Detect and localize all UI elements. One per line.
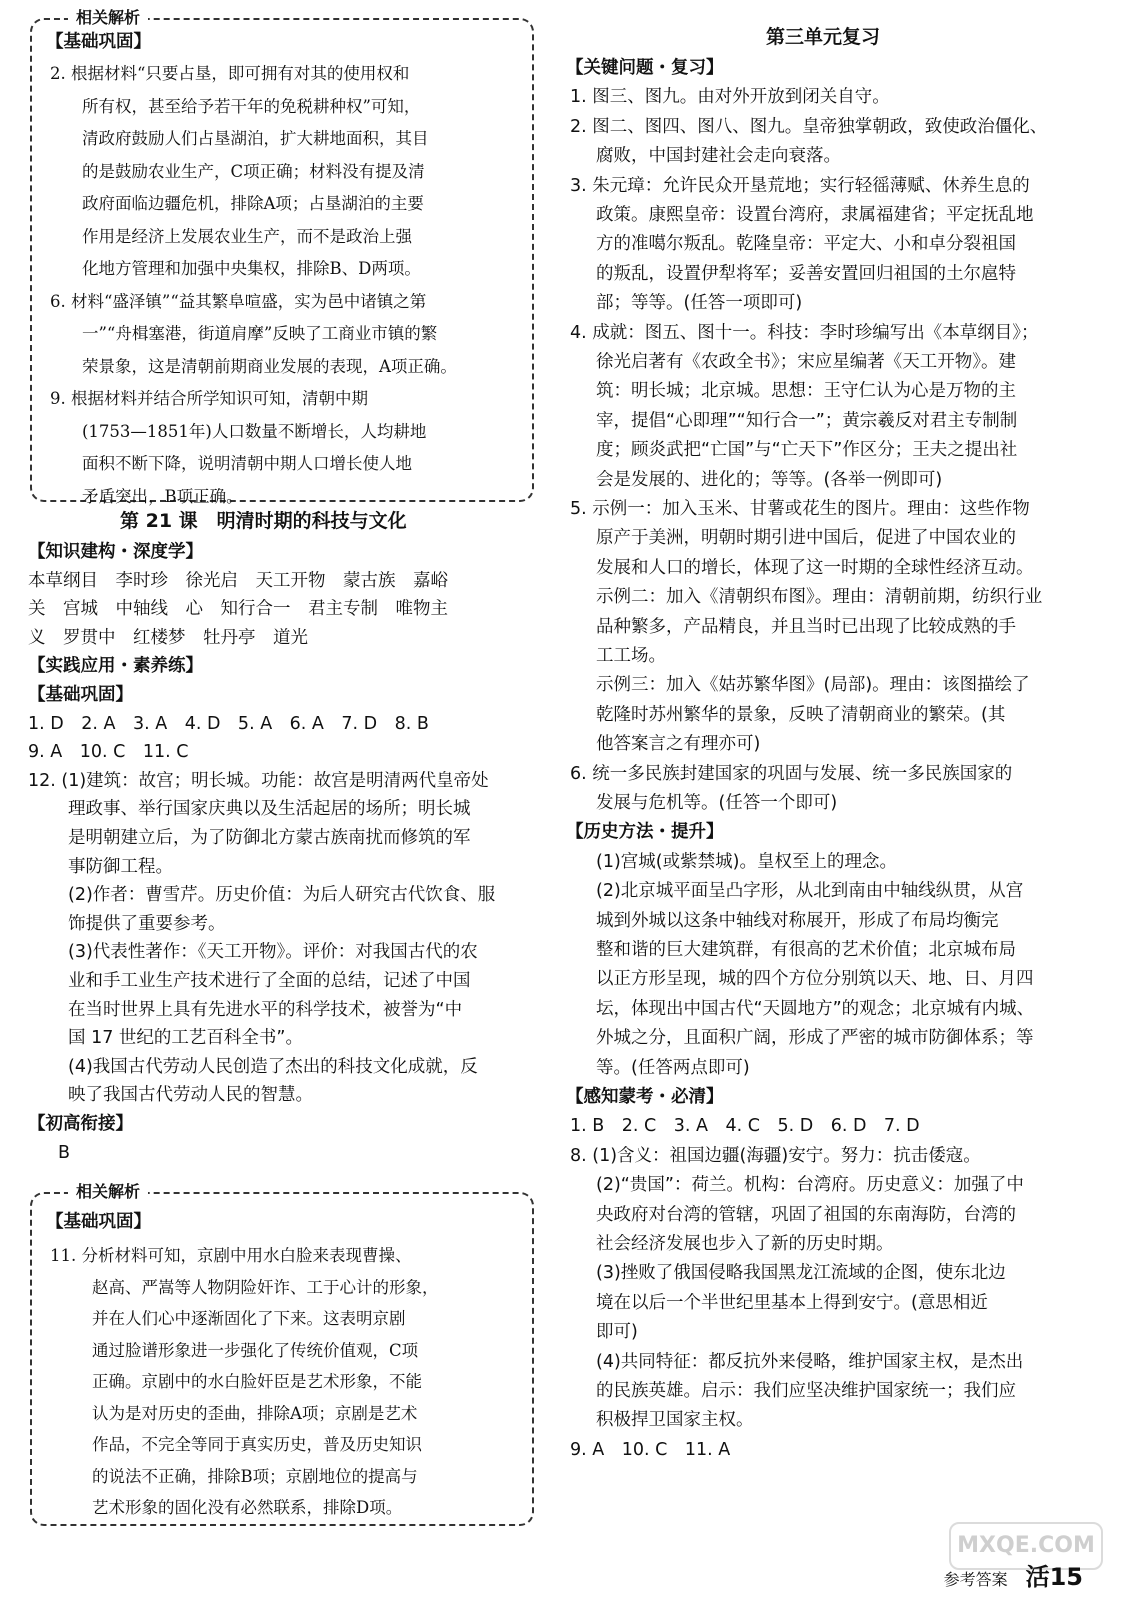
answer-line: 【初高衔接】 [28,1114,133,1134]
review-line: 社会经济发展也步入了新的历史时期。 [596,1234,894,1254]
review-line: 他答案言之有理亦可) [596,734,761,755]
analysis-line: 2. 根据材料“只要占垦，即可拥有对其的使用权和 [50,64,410,83]
review-line: 【感知蒙考・必清】 [566,1087,724,1107]
answer-line: (2)作者：曹雪芹。历史价值：为后人研究古代饮食、服 [68,885,496,906]
answer-line: 国 17 世纪的工艺百科全书”。 [68,1028,303,1049]
review-line: 等。(任答两点即可) [596,1057,750,1078]
review-line: 部；等等。(任答一项即可) [596,293,803,314]
review-line: (1)宫城(或紫禁城)。皇权至上的理念。 [596,851,897,872]
analysis-line: 所有权，甚至给予若干年的免税耕种权”可知， [82,96,421,116]
answer-line: (3)代表性著作：《天工开物》。评价：对我国古代的农 [68,942,478,963]
review-line: 徐光启著有《农政全书》；宋应星编著《天工开物》。建 [596,352,1016,372]
analysis-line: 11. 分析材料可知，京剧中用水白脸来表现曹操、 [50,1246,412,1265]
answer-line: 关 宫城 中轴线 心 知行合一 君主专制 唯物主 [28,599,448,620]
answer-line: 在当时世界上具有先进水平的科学技术，被誉为“中 [68,999,463,1020]
review-line: (2)“贵国”：荷兰。机构：台湾府。历史意义：加强了中 [596,1175,1024,1196]
review-line: 方的准噶尔叛乱。乾隆皇帝：平定大、小和卓分裂祖国 [596,234,1016,255]
lesson-title: 第 21 课 明清时期的科技与文化 [120,510,407,532]
review-line: 1. 图三、图九。由对外开放到闭关自守。 [570,87,890,108]
analysis-line: 政府面临边疆危机，排除A项；占垦湖泊的主要 [82,194,424,213]
answer-line: B [58,1142,71,1163]
review-line: 以正方形呈现，城的四个方位分别筑以天、地、日、月四 [596,969,1034,990]
review-line: 筑：明长城；北京城。思想：王守仁认为心是万物的主 [596,381,1016,402]
analysis-line: 作品，不完全等同于真实历史，普及历史知识 [92,1435,422,1454]
analysis-line: 9. 根据材料并结合所学知识可知，清朝中期 [50,389,368,408]
review-line: 坛，体现出中国古代“天圆地方”的观念；北京城有内城、 [596,998,1035,1019]
review-line: 1. B 2. C 3. A 4. C 5. D 6. D 7. D [570,1116,920,1137]
review-line: 品种繁多，产品精良，并且当时已出现了比较成熟的手 [596,616,1016,637]
review-line: 发展和人口的增长，体现了这一时期的全球性经济互动。 [596,557,1034,578]
review-line: 原产于美洲，明朝时期引进中国后，促进了中国农业的 [596,528,1016,549]
footer-label: 参考答案 [943,1570,1008,1589]
analysis-line: 面积不断下降，说明清朝中期人口增长使人地 [82,454,412,473]
analysis-line: 通过脸谱形象进一步强化了传统价值观，C项 [92,1340,419,1360]
page-number: 活15 [1025,1563,1083,1591]
review-line: 整和谐的巨大建筑群，有很高的艺术价值；北京城布局 [596,940,1016,960]
analysis-line: 矛盾突出，B项正确。 [82,486,243,506]
answer-line: 本草纲目 李时珍 徐光启 天工开物 蒙古族 嘉峪 [28,570,448,591]
review-line: 【历史方法・提升】 [566,822,724,843]
review-line: 发展与危机等。(任答一个即可) [596,793,838,813]
answer-line: 是明朝建立后，为了防御北方蒙古族南扰而修筑的军 [68,828,471,848]
review-line: 5. 示例一：加入玉米、甘薯或花生的图片。理由：这些作物 [570,499,1030,519]
review-line: 的叛乱，设置伊犁将军；妥善安置回归祖国的土尔扈特 [596,263,1016,284]
analysis-line: 并在人们心中逐渐固化了下来。这表明京剧 [92,1309,406,1328]
analysis-line: 一”“舟楫塞港，街道肩摩”反映了工商业市镇的繁 [82,324,438,343]
review-line: 度；顾炎武把“亡国”与“亡天下”作区分；王夫之提出社 [596,440,1018,461]
answer-line: 映了我国古代劳动人民的智慧。 [68,1085,313,1106]
review-line: 【关键问题・复习】 [566,58,724,78]
analysis-line: 正确。京剧中的水白脸奸臣是艺术形象，不能 [92,1372,422,1391]
review-line: 2. 图二、图四、图八、图九。皇帝独掌朝政，致使政治僵化、 [570,116,1048,137]
review-line: 会是发展的、进化的；等等。(各举一例即可) [596,469,943,490]
answer-line: 理政事、举行国家庆典以及生活起居的场所；明长城 [68,799,471,820]
analysis-line: 作用是经济上发展农业生产，而不是政治上强 [82,226,412,246]
review-line: 境在以后一个半世纪里基本上得到安宁。(意思相近 [596,1292,988,1313]
answer-line: 义 罗贯中 红楼梦 牡丹亭 道光 [28,627,308,648]
review-line: 政策。康熙皇帝：设置台湾府，隶属福建省；平定抚乱地 [596,205,1034,225]
analysis-line: 艺术形象的固化没有必然联系，排除D项。 [92,1498,403,1517]
answer-line: 【基础巩固】 [28,685,133,705]
analysis-line: 赵高、严嵩等人物阴险奸诈、工于心计的形象， [92,1277,439,1297]
review-line: 宰，提倡“心即理”“知行合一”；黄宗羲反对君主专制制 [596,410,1018,431]
analysis-line: 清政府鼓励人们占垦湖泊，扩大耕地面积，其目 [82,129,429,148]
answer-line: (4)我国古代劳动人民创造了杰出的科技文化成就，反 [68,1056,478,1077]
review-line: 乾隆时苏州繁华的景象，反映了清朝商业的繁荣。(其 [596,704,1006,725]
analysis-line: 的说法不正确，排除B项；京剧地位的提高与 [92,1466,418,1486]
review-line: 即可) [596,1322,638,1343]
answer-line: 12. (1)建筑：故宫；明长城。功能：故宫是明清两代皇帝处 [28,770,489,791]
answer-line: 事防御工程。 [68,856,173,877]
answer-line: 饰提供了重要参考。 [68,913,226,934]
analysis-line: 认为是对历史的歪曲，排除A项；京剧是艺术 [92,1403,418,1423]
review-line: 6. 统一多民族封建国家的巩固与发展、统一多民族国家的 [570,763,1013,784]
review-line: 城到外城以这条中轴线对称展开，形成了布局均衡完 [596,910,999,931]
analysis-box-bottom-label: 相关解析 [68,1182,148,1202]
answer-line: 【实践应用・素养练】 [28,656,203,677]
review-line: (4)共同特征：都反抗外来侵略，维护国家主权，是杰出 [596,1351,1024,1372]
analysis-box-top-label: 相关解析 [68,8,148,28]
unit-review-title: 第三单元复习 [766,26,881,48]
review-line: 示例二：加入《清朝织布图》。理由：清朝前期，纺织行业 [596,587,1043,608]
analysis-line: 荣景象，这是清朝前期商业发展的表现，A项正确。 [82,356,457,376]
watermark-logo: MXQE.COM [949,1522,1103,1570]
review-line: 积极捍卫国家主权。 [596,1410,754,1431]
analysis-line: (1753—1851年)人口数量不断增长，人均耕地 [82,421,427,441]
answer-line: 9. A 10. C 11. C [28,742,189,763]
review-line: 示例三：加入《姑苏繁华图》(局部)。理由：该图描绘了 [596,675,1030,696]
page-footer [944,1557,1083,1592]
review-line: 3. 朱元璋：允许民众开垦荒地；实行轻徭薄赋、休养生息的 [570,175,1030,196]
review-line: 9. A 10. C 11. A [570,1439,731,1460]
review-line: 的民族英雄。启示：我们应坚决维护国家统一；我们应 [596,1381,1016,1401]
answer-line: 1. D 2. A 3. A 4. D 5. A 6. A 7. D 8. B [28,713,429,734]
analysis-box-top-heading: 【基础巩固】 [46,32,151,52]
review-line: (2)北京城平面呈凸字形，从北到南由中轴线纵贯，从宫 [596,881,1024,902]
review-line: 央政府对台湾的管辖，巩固了祖国的东南海防，台湾的 [596,1204,1016,1225]
review-line: 腐败，中国封建社会走向衰落。 [596,146,841,167]
review-line: 8. (1)含义：祖国边疆(海疆)安宁。努力：抗击倭寇。 [570,1145,981,1166]
review-line: 4. 成就：图五、图十一。科技：李时珍编写出《本草纲目》； [570,322,1039,343]
answer-line: 业和手工业生产技术进行了全面的总结，记述了中国 [68,971,471,991]
analysis-line: 化地方管理和加强中央集权，排除B、D两项。 [82,259,421,278]
analysis-line: 的是鼓励农业生产，C项正确；材料没有提及清 [82,161,425,181]
answer-line: 【知识建构・深度学】 [28,542,203,562]
analysis-box-bottom-heading: 【基础巩固】 [46,1212,151,1232]
review-line: 工工场。 [596,646,666,666]
analysis-line: 6. 材料“盛泽镇”“益其繁阜喧盛，实为邑中诸镇之第 [50,291,427,311]
review-line: (3)挫败了俄国侵略我国黑龙江流域的企图，使东北边 [596,1263,1006,1284]
review-line: 外城之分，且面积广阔，形成了严密的城市防御体系；等 [596,1028,1034,1049]
